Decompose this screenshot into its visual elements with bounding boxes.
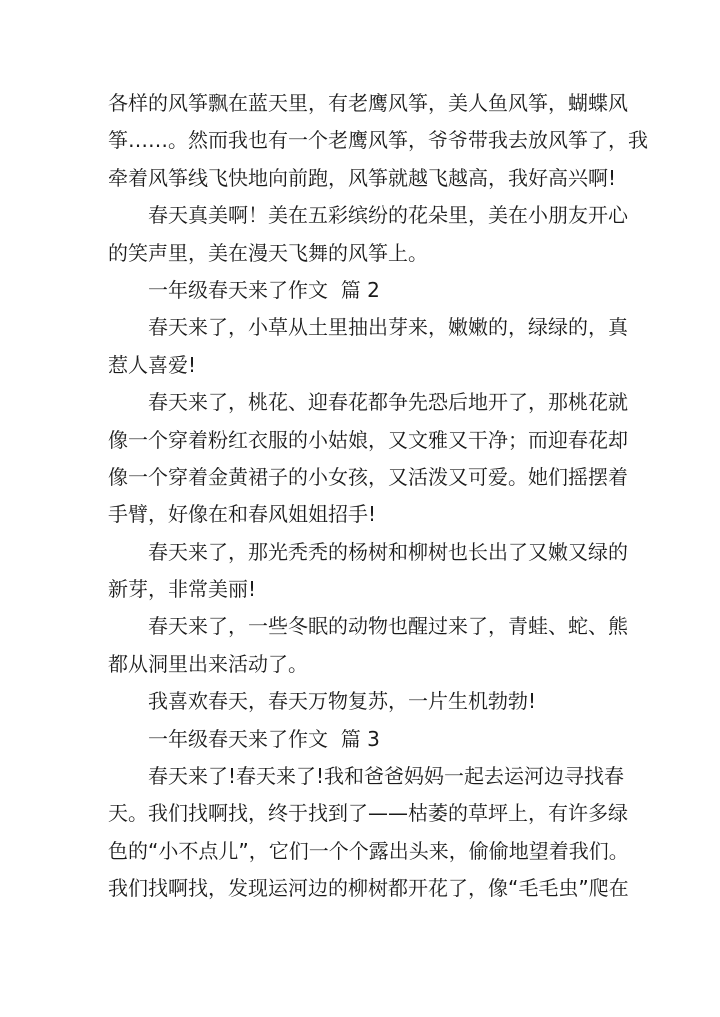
text-line: 春天来了，小草从土里抽出芽来，嫩嫩的，绿绿的，真 [148, 315, 628, 340]
text-line: 惹人喜爱! [108, 352, 197, 377]
text-line: 色的“小不点儿”，它们一个个露出头来，偷偷地望着我们。 [108, 838, 629, 863]
text-line: 我喜欢春天，春天万物复苏，一片生机勃勃! [148, 689, 537, 714]
text-line: 一年级春天来了作文 篇 2 [148, 277, 380, 302]
text-line: 春天真美啊！美在五彩缤纷的花朵里，美在小朋友开心 [148, 203, 628, 228]
text-line: 各样的风筝飘在蓝天里，有老鹰风筝，美人鱼风筝，蝴蝶风 [108, 91, 628, 115]
text-line: 的笑声里，美在漫天飞舞的风筝上。 [108, 240, 428, 265]
text-line: 春天来了，桃花、迎春花都争先恐后地开了，那桃花就 [148, 390, 628, 415]
text-line: 像一个穿着粉红衣服的小姑娘，又文雅又干净；而迎春花却 [108, 427, 628, 452]
text-line: 天。我们找啊找，终于找到了——枯萎的草坪上，有许多绿 [108, 801, 628, 826]
text-line: 我们找啊找，发现运河边的柳树都开花了，像“毛毛虫”爬在 [108, 876, 629, 901]
document-body-text [108, 85, 648, 908]
text-line: 春天来了，那光秃秃的杨树和柳树也长出了又嫩又绿的 [148, 539, 628, 564]
text-line: 春天来了，一些冬眠的动物也醒过来了，青蛙、蛇、熊 [148, 614, 628, 639]
text-line: 春天来了!春天来了!我和爸爸妈妈一起去运河边寻找春 [148, 764, 625, 789]
text-line: 手臂，好像在和春风姐姐招手! [108, 502, 377, 527]
text-line: 筝……。然而我也有一个老鹰风筝，爷爷带我去放风筝了，我 [108, 128, 648, 153]
text-line: 都从洞里出来活动了。 [108, 651, 308, 676]
text-line: 牵着风筝线飞快地向前跑，风筝就越飞越高，我好高兴啊! [108, 165, 617, 190]
text-line: 新芽，非常美丽! [108, 577, 257, 602]
text-line: 像一个穿着金黄裙子的小女孩，又活泼又可爱。她们摇摆着 [108, 464, 628, 489]
text-line: 一年级春天来了作文 篇 3 [148, 726, 380, 751]
